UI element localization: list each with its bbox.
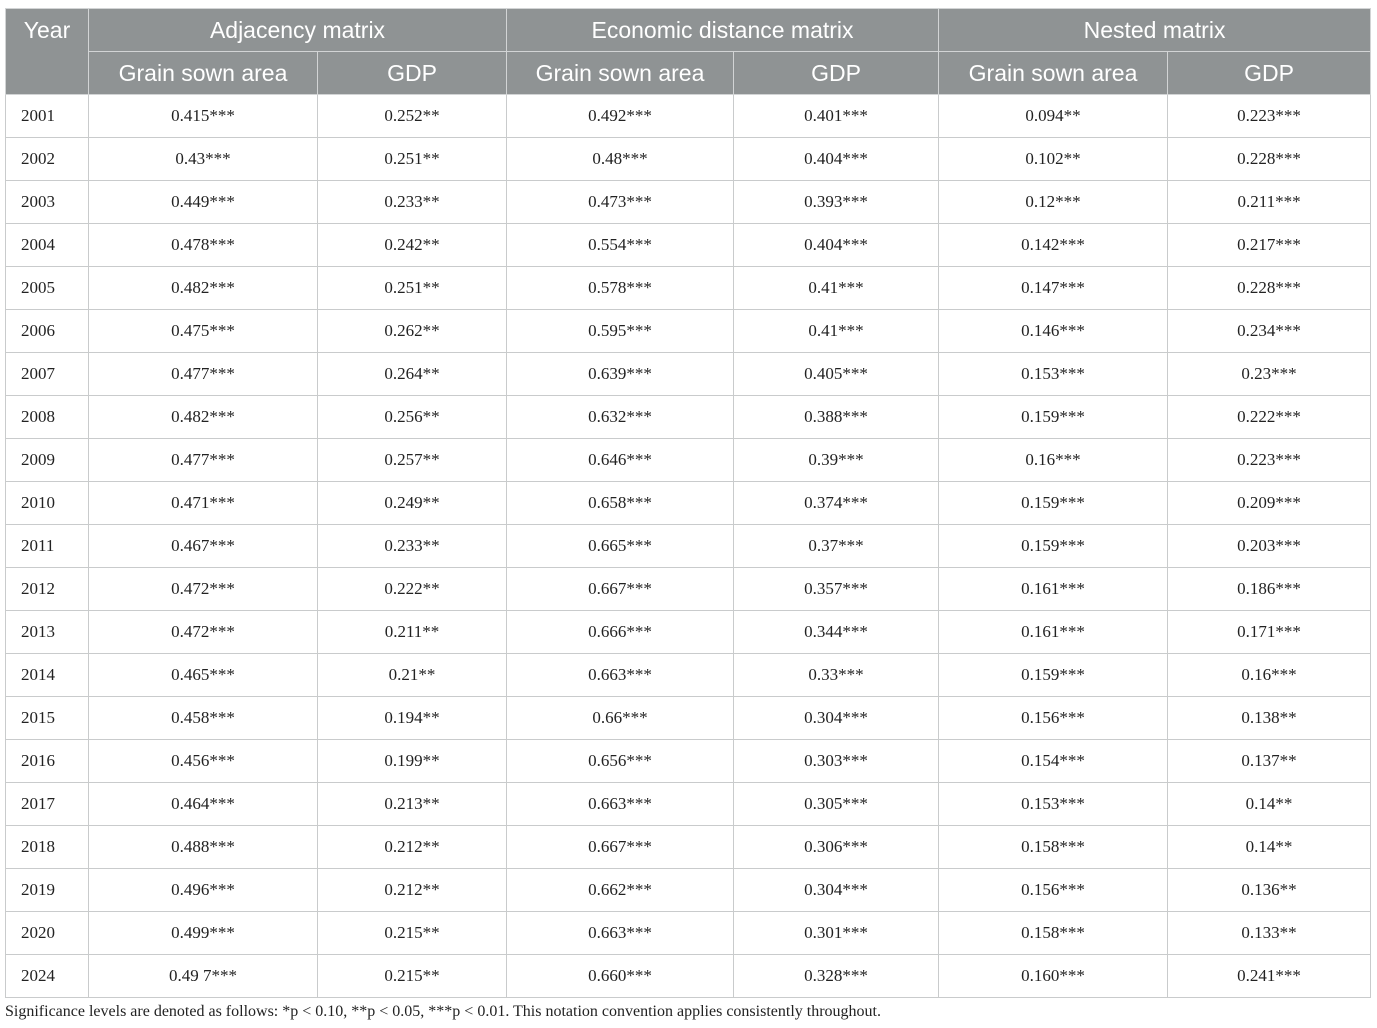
value-cell: 0.212** xyxy=(318,826,507,869)
value-cell: 0.160*** xyxy=(939,955,1168,998)
value-cell: 0.264** xyxy=(318,353,507,396)
value-cell: 0.328*** xyxy=(734,955,939,998)
value-cell: 0.147*** xyxy=(939,267,1168,310)
value-cell: 0.578*** xyxy=(507,267,734,310)
value-cell: 0.464*** xyxy=(89,783,318,826)
results-table xyxy=(5,8,1371,998)
value-cell: 0.203*** xyxy=(1168,525,1371,568)
column-header-gdp: GDP xyxy=(734,52,939,95)
value-cell: 0.249** xyxy=(318,482,507,525)
value-cell: 0.233** xyxy=(318,525,507,568)
value-cell: 0.156*** xyxy=(939,697,1168,740)
value-cell: 0.458*** xyxy=(89,697,318,740)
value-cell: 0.234*** xyxy=(1168,310,1371,353)
value-cell: 0.48*** xyxy=(507,138,734,181)
header-row-variables xyxy=(6,52,1371,95)
value-cell: 0.138** xyxy=(1168,697,1371,740)
year-cell: 2015 xyxy=(6,697,89,740)
year-cell: 2002 xyxy=(6,138,89,181)
value-cell: 0.665*** xyxy=(507,525,734,568)
value-cell: 0.213** xyxy=(318,783,507,826)
year-cell: 2009 xyxy=(6,439,89,482)
value-cell: 0.482*** xyxy=(89,267,318,310)
value-cell: 0.217*** xyxy=(1168,224,1371,267)
column-header-year: Year xyxy=(6,9,89,95)
value-cell: 0.667*** xyxy=(507,568,734,611)
year-cell: 2006 xyxy=(6,310,89,353)
value-cell: 0.667*** xyxy=(507,826,734,869)
value-cell: 0.33*** xyxy=(734,654,939,697)
year-cell: 2018 xyxy=(6,826,89,869)
column-header-grain-sown-area: Grain sown area xyxy=(507,52,734,95)
value-cell: 0.211** xyxy=(318,611,507,654)
value-cell: 0.478*** xyxy=(89,224,318,267)
value-cell: 0.199** xyxy=(318,740,507,783)
value-cell: 0.472*** xyxy=(89,611,318,654)
value-cell: 0.256** xyxy=(318,396,507,439)
value-cell: 0.388*** xyxy=(734,396,939,439)
value-cell: 0.496*** xyxy=(89,869,318,912)
year-cell: 2012 xyxy=(6,568,89,611)
value-cell: 0.39*** xyxy=(734,439,939,482)
value-cell: 0.304*** xyxy=(734,869,939,912)
year-cell: 2024 xyxy=(6,955,89,998)
value-cell: 0.306*** xyxy=(734,826,939,869)
value-cell: 0.554*** xyxy=(507,224,734,267)
table-row xyxy=(6,955,1371,998)
table-row xyxy=(6,95,1371,138)
table-row xyxy=(6,654,1371,697)
value-cell: 0.233** xyxy=(318,181,507,224)
value-cell: 0.16*** xyxy=(1168,654,1371,697)
table-row xyxy=(6,224,1371,267)
value-cell: 0.471*** xyxy=(89,482,318,525)
year-cell: 2016 xyxy=(6,740,89,783)
value-cell: 0.241*** xyxy=(1168,955,1371,998)
value-cell: 0.133** xyxy=(1168,912,1371,955)
value-cell: 0.228*** xyxy=(1168,138,1371,181)
value-cell: 0.137** xyxy=(1168,740,1371,783)
value-cell: 0.142*** xyxy=(939,224,1168,267)
table-body xyxy=(6,95,1371,998)
value-cell: 0.159*** xyxy=(939,482,1168,525)
value-cell: 0.252** xyxy=(318,95,507,138)
value-cell: 0.658*** xyxy=(507,482,734,525)
value-cell: 0.14** xyxy=(1168,826,1371,869)
table-row xyxy=(6,310,1371,353)
year-cell: 2011 xyxy=(6,525,89,568)
value-cell: 0.186*** xyxy=(1168,568,1371,611)
value-cell: 0.477*** xyxy=(89,439,318,482)
value-cell: 0.16*** xyxy=(939,439,1168,482)
table-row xyxy=(6,396,1371,439)
value-cell: 0.646*** xyxy=(507,439,734,482)
value-cell: 0.251** xyxy=(318,138,507,181)
value-cell: 0.215** xyxy=(318,955,507,998)
value-cell: 0.393*** xyxy=(734,181,939,224)
value-cell: 0.405*** xyxy=(734,353,939,396)
value-cell: 0.228*** xyxy=(1168,267,1371,310)
value-cell: 0.475*** xyxy=(89,310,318,353)
table-row xyxy=(6,826,1371,869)
value-cell: 0.357*** xyxy=(734,568,939,611)
value-cell: 0.41*** xyxy=(734,267,939,310)
value-cell: 0.49 7*** xyxy=(89,955,318,998)
value-cell: 0.666*** xyxy=(507,611,734,654)
value-cell: 0.472*** xyxy=(89,568,318,611)
table-row xyxy=(6,439,1371,482)
year-cell: 2020 xyxy=(6,912,89,955)
value-cell: 0.262** xyxy=(318,310,507,353)
value-cell: 0.663*** xyxy=(507,654,734,697)
year-cell: 2008 xyxy=(6,396,89,439)
value-cell: 0.161*** xyxy=(939,568,1168,611)
table-row xyxy=(6,482,1371,525)
value-cell: 0.632*** xyxy=(507,396,734,439)
value-cell: 0.211*** xyxy=(1168,181,1371,224)
value-cell: 0.21** xyxy=(318,654,507,697)
value-cell: 0.222*** xyxy=(1168,396,1371,439)
value-cell: 0.660*** xyxy=(507,955,734,998)
value-cell: 0.094** xyxy=(939,95,1168,138)
year-cell: 2005 xyxy=(6,267,89,310)
value-cell: 0.449*** xyxy=(89,181,318,224)
footnote: Significance levels are denoted as follows: *p < 0.10, **p < 0.05, ***p < 0.01. This notation convention applies consistently throughout. xyxy=(5,1003,881,1020)
table-row xyxy=(6,740,1371,783)
year-cell: 2019 xyxy=(6,869,89,912)
table-row xyxy=(6,912,1371,955)
value-cell: 0.156*** xyxy=(939,869,1168,912)
value-cell: 0.499*** xyxy=(89,912,318,955)
value-cell: 0.223*** xyxy=(1168,439,1371,482)
value-cell: 0.303*** xyxy=(734,740,939,783)
group-header-nested: Nested matrix xyxy=(939,9,1371,52)
table-row xyxy=(6,568,1371,611)
value-cell: 0.43*** xyxy=(89,138,318,181)
group-header-economic-distance: Economic distance matrix xyxy=(507,9,939,52)
header-row-groups xyxy=(6,9,1371,52)
value-cell: 0.663*** xyxy=(507,783,734,826)
value-cell: 0.304*** xyxy=(734,697,939,740)
year-cell: 2017 xyxy=(6,783,89,826)
value-cell: 0.639*** xyxy=(507,353,734,396)
year-cell: 2001 xyxy=(6,95,89,138)
table-row xyxy=(6,181,1371,224)
value-cell: 0.656*** xyxy=(507,740,734,783)
value-cell: 0.154*** xyxy=(939,740,1168,783)
value-cell: 0.301*** xyxy=(734,912,939,955)
value-cell: 0.102** xyxy=(939,138,1168,181)
year-cell: 2007 xyxy=(6,353,89,396)
value-cell: 0.242** xyxy=(318,224,507,267)
value-cell: 0.415*** xyxy=(89,95,318,138)
value-cell: 0.401*** xyxy=(734,95,939,138)
column-header-grain-sown-area: Grain sown area xyxy=(939,52,1168,95)
value-cell: 0.136** xyxy=(1168,869,1371,912)
value-cell: 0.209*** xyxy=(1168,482,1371,525)
column-header-gdp: GDP xyxy=(1168,52,1371,95)
value-cell: 0.153*** xyxy=(939,783,1168,826)
year-cell: 2010 xyxy=(6,482,89,525)
column-header-grain-sown-area: Grain sown area xyxy=(89,52,318,95)
value-cell: 0.171*** xyxy=(1168,611,1371,654)
value-cell: 0.23*** xyxy=(1168,353,1371,396)
table-row xyxy=(6,138,1371,181)
value-cell: 0.146*** xyxy=(939,310,1168,353)
value-cell: 0.595*** xyxy=(507,310,734,353)
year-cell: 2013 xyxy=(6,611,89,654)
value-cell: 0.374*** xyxy=(734,482,939,525)
table-row xyxy=(6,353,1371,396)
value-cell: 0.492*** xyxy=(507,95,734,138)
value-cell: 0.161*** xyxy=(939,611,1168,654)
value-cell: 0.404*** xyxy=(734,224,939,267)
value-cell: 0.159*** xyxy=(939,654,1168,697)
value-cell: 0.212** xyxy=(318,869,507,912)
value-cell: 0.222** xyxy=(318,568,507,611)
value-cell: 0.158*** xyxy=(939,826,1168,869)
value-cell: 0.465*** xyxy=(89,654,318,697)
table-row xyxy=(6,267,1371,310)
value-cell: 0.305*** xyxy=(734,783,939,826)
group-header-adjacency: Adjacency matrix xyxy=(89,9,507,52)
value-cell: 0.41*** xyxy=(734,310,939,353)
value-cell: 0.223*** xyxy=(1168,95,1371,138)
value-cell: 0.482*** xyxy=(89,396,318,439)
table-row xyxy=(6,611,1371,654)
table-row xyxy=(6,869,1371,912)
value-cell: 0.467*** xyxy=(89,525,318,568)
value-cell: 0.14** xyxy=(1168,783,1371,826)
value-cell: 0.153*** xyxy=(939,353,1168,396)
column-header-gdp: GDP xyxy=(318,52,507,95)
value-cell: 0.488*** xyxy=(89,826,318,869)
results-table-container xyxy=(5,8,1370,998)
value-cell: 0.456*** xyxy=(89,740,318,783)
value-cell: 0.404*** xyxy=(734,138,939,181)
year-cell: 2003 xyxy=(6,181,89,224)
value-cell: 0.12*** xyxy=(939,181,1168,224)
value-cell: 0.473*** xyxy=(507,181,734,224)
value-cell: 0.159*** xyxy=(939,525,1168,568)
year-cell: 2014 xyxy=(6,654,89,697)
value-cell: 0.159*** xyxy=(939,396,1168,439)
year-cell: 2004 xyxy=(6,224,89,267)
value-cell: 0.477*** xyxy=(89,353,318,396)
value-cell: 0.344*** xyxy=(734,611,939,654)
value-cell: 0.251** xyxy=(318,267,507,310)
table-row xyxy=(6,525,1371,568)
value-cell: 0.215** xyxy=(318,912,507,955)
table-row xyxy=(6,697,1371,740)
value-cell: 0.257** xyxy=(318,439,507,482)
value-cell: 0.662*** xyxy=(507,869,734,912)
value-cell: 0.194** xyxy=(318,697,507,740)
value-cell: 0.66*** xyxy=(507,697,734,740)
value-cell: 0.158*** xyxy=(939,912,1168,955)
value-cell: 0.37*** xyxy=(734,525,939,568)
value-cell: 0.663*** xyxy=(507,912,734,955)
table-row xyxy=(6,783,1371,826)
